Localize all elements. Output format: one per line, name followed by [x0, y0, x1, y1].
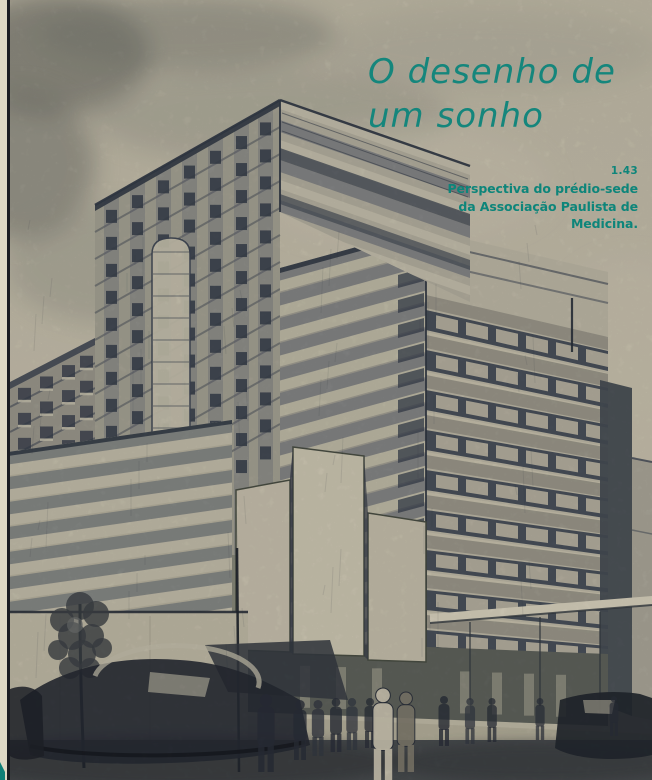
page-edge [0, 0, 10, 780]
figure-number: 1.43 [610, 165, 638, 177]
figure-caption [338, 165, 638, 233]
page-title-line-1: O desenho de [368, 52, 616, 92]
caption-line-2: da Associação Paulista de [458, 198, 638, 214]
page-title [368, 50, 638, 138]
caption-line-1: Perspectiva do prédio-sede [447, 181, 638, 196]
caption-line-3: Medicina. [570, 216, 638, 231]
page-title-line-2: um sonho [368, 96, 544, 136]
